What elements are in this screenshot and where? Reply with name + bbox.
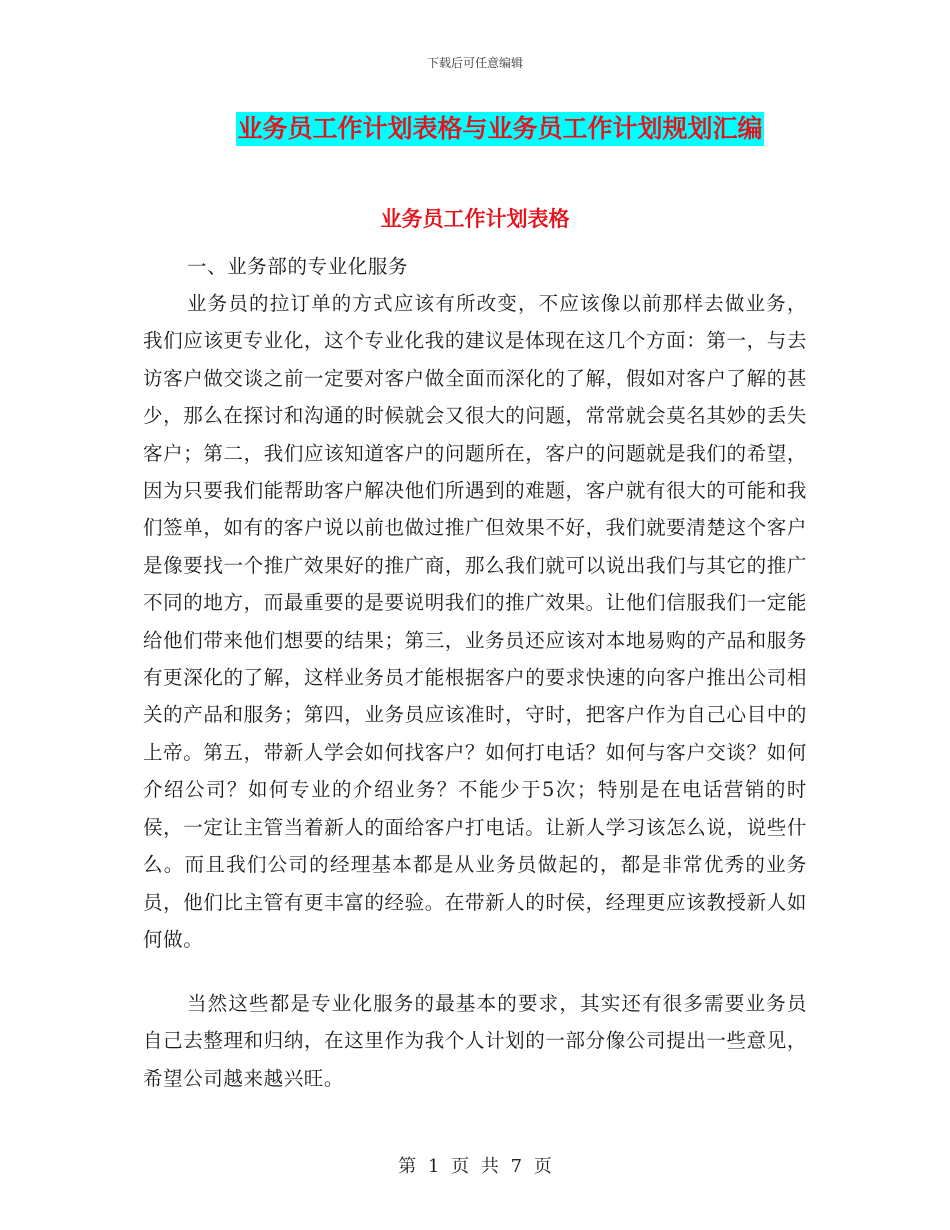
section-title: 业务员工作计划表格	[380, 207, 570, 231]
page-footer: 第 1 页 共 7 页	[398, 1156, 552, 1177]
header-note: 下载后可任意编辑	[426, 56, 523, 70]
body-paragraph-2: 当然这些都是专业化服务的最基本的要求，其实还有很多需要业务员自己去整理和归纳，在这里作为我个人计划的一部分像公司提出一些意见，希望公司越来越兴旺。	[143, 992, 807, 1090]
main-title-container	[0, 112, 950, 146]
main-title: 业务员工作计划表格与业务员工作计划规划汇编	[236, 112, 763, 146]
body-paragraph-1: 业务员的拉订单的方式应该有所改变，不应该像以前那样去做业务，我们应该更专业化，这个专业化我的建议是体现在这几个方面：第一，与去访客户做交谈之前一定要对客户做全面而深化的了解，假如对客户了解的甚少，那么在探讨和沟通的时候就会又很大的问题，常常就会莫名其妙的丢失客户；第二，我们应该知道客户的问题所在，客户的问题就是我们的希望，因为只要我们能帮助客户解决他们所遇到的难题，客户就有很大的可能和我们签单，如有的客户说以前也做过推广但效果不好，我们就要清楚这个客户是像要找一个推广效果好的推广商，那么我们就可以说出我们与其它的推广不同的地方，而最重要的是要说明我们的推广效果。让他们信服我们一定能给他们带来他们想要的结果；第三，业务员还应该对本地易购的产品和服务有更深化的了解，这样业务员才能根据客户的要求快速的向客户推出公司相关的产品和服务；第四，业务员应该准时，守时，把客户作为自己心目中的上帝。第五，带新人学会如何找客户？如何打电话？如何与客户交谈？如何介绍公司？如何专业的介绍业务？不能少于5次；特别是在电话营销的时侯，一定让主管当着新人的面给客户打电话。让新人学习该怎么说，说些什么。而且我们公司的经理基本都是从业务员做起的，都是非常优秀的业务员，他们比主管有更丰富的经验。在带新人的时侯，经理更应该教授新人如何做。	[143, 292, 807, 951]
section-heading: 一、业务部的专业化服务	[187, 255, 409, 278]
